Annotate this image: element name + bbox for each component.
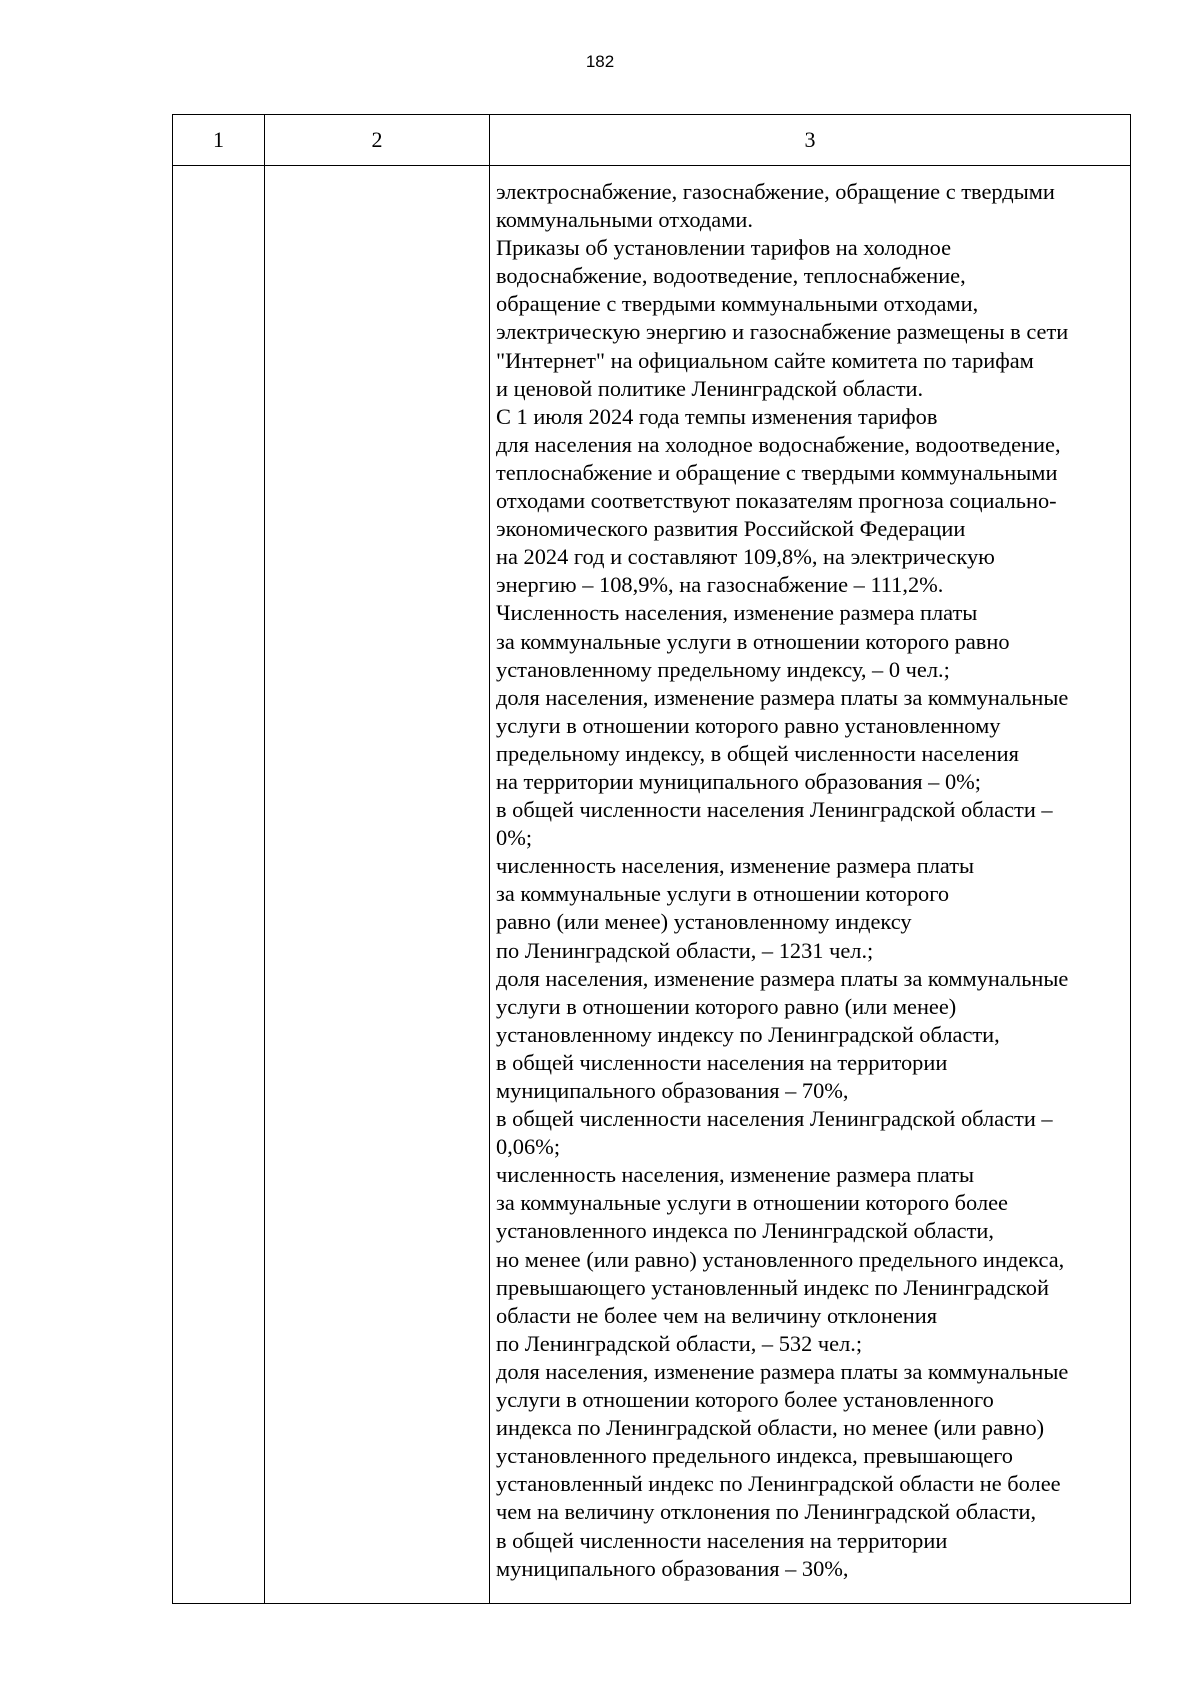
text-line: установленного предельного индекса, превышающего <box>496 1443 1014 1469</box>
text-line: установленному предельному индексу, – 0 чел.; <box>496 656 950 682</box>
text-line: "Интернет" на официальном сайте комитета по тарифам <box>496 347 1034 373</box>
table-row <box>173 166 1131 1604</box>
text-line: отходами соответствуют показателям прогноза социально- <box>496 488 1057 514</box>
column-header-1: 1 <box>173 115 265 166</box>
text-line: экономического развития Российской Федерации <box>496 516 966 542</box>
column-header-2: 2 <box>265 115 490 166</box>
text-line: индекса по Ленинградской области, но менее (или равно) <box>496 1415 1045 1441</box>
text-line: доля населения, изменение размера платы за коммунальные <box>496 965 1069 991</box>
text-line: по Ленинградской области, – 532 чел.; <box>496 1330 863 1356</box>
text-line: для населения на холодное водоснабжение, водоотведение, <box>496 431 1061 457</box>
text-line: теплоснабжение и обращение с твердыми коммунальными <box>496 459 1058 485</box>
text-line: водоснабжение, водоотведение, теплоснабжение, <box>496 263 966 289</box>
text-line: услуги в отношении которого равно (или менее) <box>496 993 957 1019</box>
text-line: чем на величину отклонения по Ленинградской области, <box>496 1499 1037 1525</box>
text-line: за коммунальные услуги в отношении которого равно <box>496 628 1010 654</box>
text-line: за коммунальные услуги в отношении которого <box>496 881 950 907</box>
text-line: энергию – 108,9%, на газоснабжение – 111,2%. <box>496 572 944 598</box>
text-line: области не более чем на величину отклонения <box>496 1302 938 1328</box>
text-line: установленный индекс по Ленинградской области не более <box>496 1471 1061 1497</box>
text-line: муниципального образования – 30%, <box>496 1555 849 1581</box>
page-number: 182 <box>585 52 615 71</box>
table-header-row <box>173 115 1131 166</box>
text-line: коммунальными отходами. <box>496 207 753 233</box>
text-line: установленного индекса по Ленинградской области, <box>496 1218 994 1244</box>
text-line: численность населения, изменение размера платы <box>496 1162 975 1188</box>
text-line: установленному индексу по Ленинградской области, <box>496 1021 1000 1047</box>
text-line: С 1 июля 2024 года темпы изменения тарифов <box>496 403 938 429</box>
text-line: электроснабжение, газоснабжение, обращение с твердыми <box>496 179 1055 204</box>
text-line: равно (или менее) установленному индексу <box>496 909 912 935</box>
text-line: в общей численности населения Ленинградской области – <box>496 1106 1053 1132</box>
text-line: 0,06%; <box>496 1134 561 1160</box>
document-table <box>172 114 1131 1604</box>
cell-column-3 <box>490 166 1131 1604</box>
text-line: в общей численности населения Ленинградской области – <box>496 797 1053 823</box>
text-line: доля населения, изменение размера платы за коммунальные <box>496 684 1069 710</box>
cell-column-2 <box>265 166 490 1604</box>
text-line: Приказы об установлении тарифов на холодное <box>496 235 952 261</box>
text-line: доля населения, изменение размера платы за коммунальные <box>496 1358 1069 1384</box>
text-line: но менее (или равно) установленного предельного индекса, <box>496 1246 1065 1272</box>
text-line: по Ленинградской области, – 1231 чел.; <box>496 937 874 963</box>
text-line: электрическую энергию и газоснабжение размещены в сети <box>496 319 1069 345</box>
cell-column-1 <box>173 166 265 1604</box>
text-line: обращение с твердыми коммунальными отходами, <box>496 291 979 317</box>
text-line: муниципального образования – 70%, <box>496 1078 849 1103</box>
text-line: Численность населения, изменение размера платы <box>496 600 978 626</box>
text-line: в общей численности населения на территории <box>496 1527 948 1553</box>
cell-text-block <box>496 178 1126 1583</box>
text-line: услуги в отношении которого более установленного <box>496 1387 994 1413</box>
text-line: услуги в отношении которого равно установленному <box>496 712 1001 738</box>
text-line: и ценовой политике Ленинградской области. <box>496 375 924 401</box>
text-line: предельному индексу, в общей численности населения <box>496 740 1019 766</box>
column-header-3: 3 <box>490 115 1131 166</box>
text-line: за коммунальные услуги в отношении которого более <box>496 1190 1008 1216</box>
text-line: на территории муниципального образования – 0%; <box>496 768 982 794</box>
text-line: численность населения, изменение размера платы <box>496 853 975 879</box>
text-line: в общей численности населения на территории <box>496 1049 948 1075</box>
text-line: на 2024 год и составляют 109,8%, на электрическую <box>496 544 995 570</box>
text-line: превышающего установленный индекс по Ленинградской <box>496 1274 1049 1300</box>
text-line: 0%; <box>496 825 533 851</box>
